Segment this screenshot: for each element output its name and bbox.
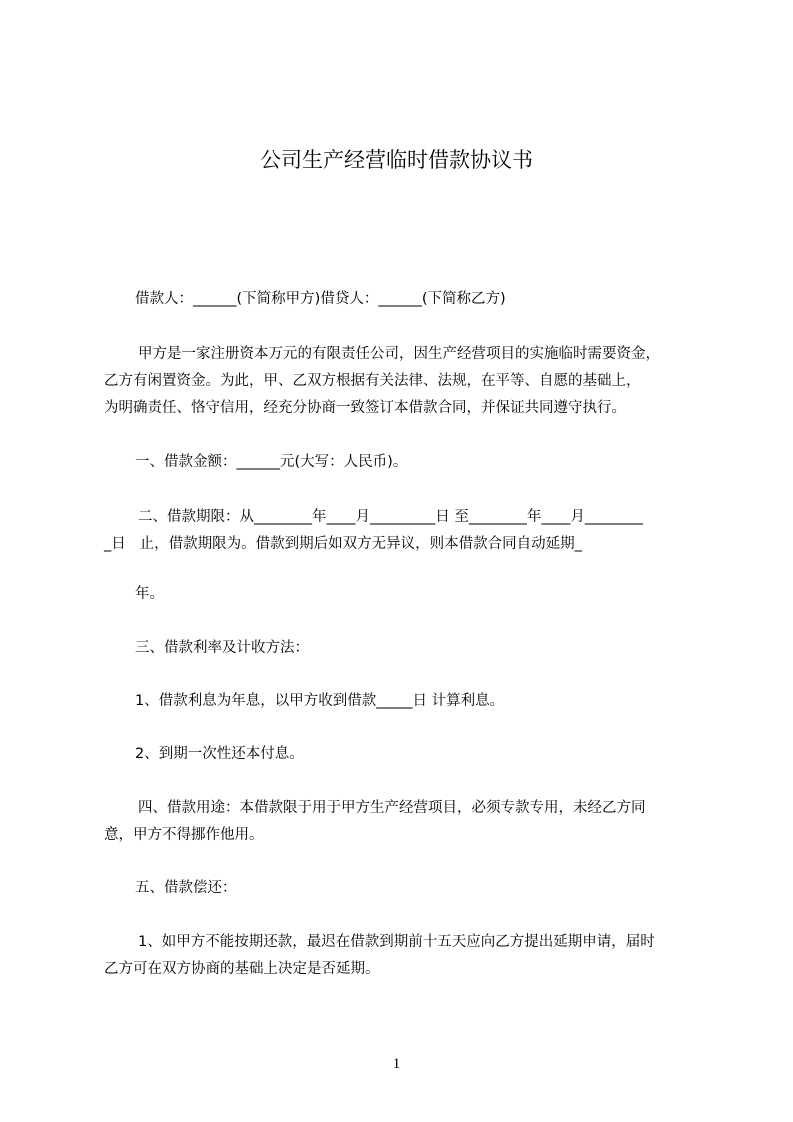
clause-4-line-2: 意，甲方不得挪作他用。 [104, 827, 264, 843]
clause-2-term-line-3: 年。 [135, 586, 164, 602]
clause-5-item-1-line-1: 1、如甲方不能按期还款，最迟在借款到期前十五天应向乙方提出延期申请，届时 [138, 934, 655, 950]
document-title: 公司生产经营临时借款协议书 [260, 148, 533, 172]
page-number: 1 [392, 1056, 401, 1072]
clause-5-heading: 五、借款偿还： [135, 880, 237, 896]
clause-4-line-1: 四、借款用途：本借款限于用于甲方生产经营项目，必须专款专用，未经乙方同 [138, 800, 646, 816]
preamble-line-3: 为明确责任、恪守信用，经充分协商一致签订本借款合同，并保证共同遵守执行。 [104, 400, 626, 416]
clause-2-term-line-1: 二、借款期限：从________年____月_________日 至________年____月________ [138, 509, 643, 525]
clause-3-item-1: 1、借款利息为年息，以甲方收到借款_____日 计算利息。 [135, 693, 505, 709]
clause-3-heading: 三、借款利率及计收方法： [135, 640, 309, 656]
preamble-line-2: 乙方有闲置资金。为此，甲、乙双方根据有关法律、法规，在平等、自愿的基础上， [104, 373, 641, 389]
clause-5-item-1-line-2: 乙方可在双方协商的基础上决定是否延期。 [104, 961, 380, 977]
clause-2-term-line-2: _日 止，借款期限为。借款到期后如双方无异议，则本借款合同自动延期_ [104, 536, 582, 552]
preamble-line-1: 甲方是一家注册资本万元的有限责任公司，因生产经营项目的实施临时需要资金， [138, 346, 660, 362]
clause-1-amount: 一、借款金额：______元(大写：人民币)。 [135, 454, 408, 470]
clause-3-item-2: 2、到期一次性还本付息。 [135, 746, 304, 762]
parties-line: 借款人：______(下简称甲方)借贷人：______(下简称乙方) [135, 291, 506, 307]
